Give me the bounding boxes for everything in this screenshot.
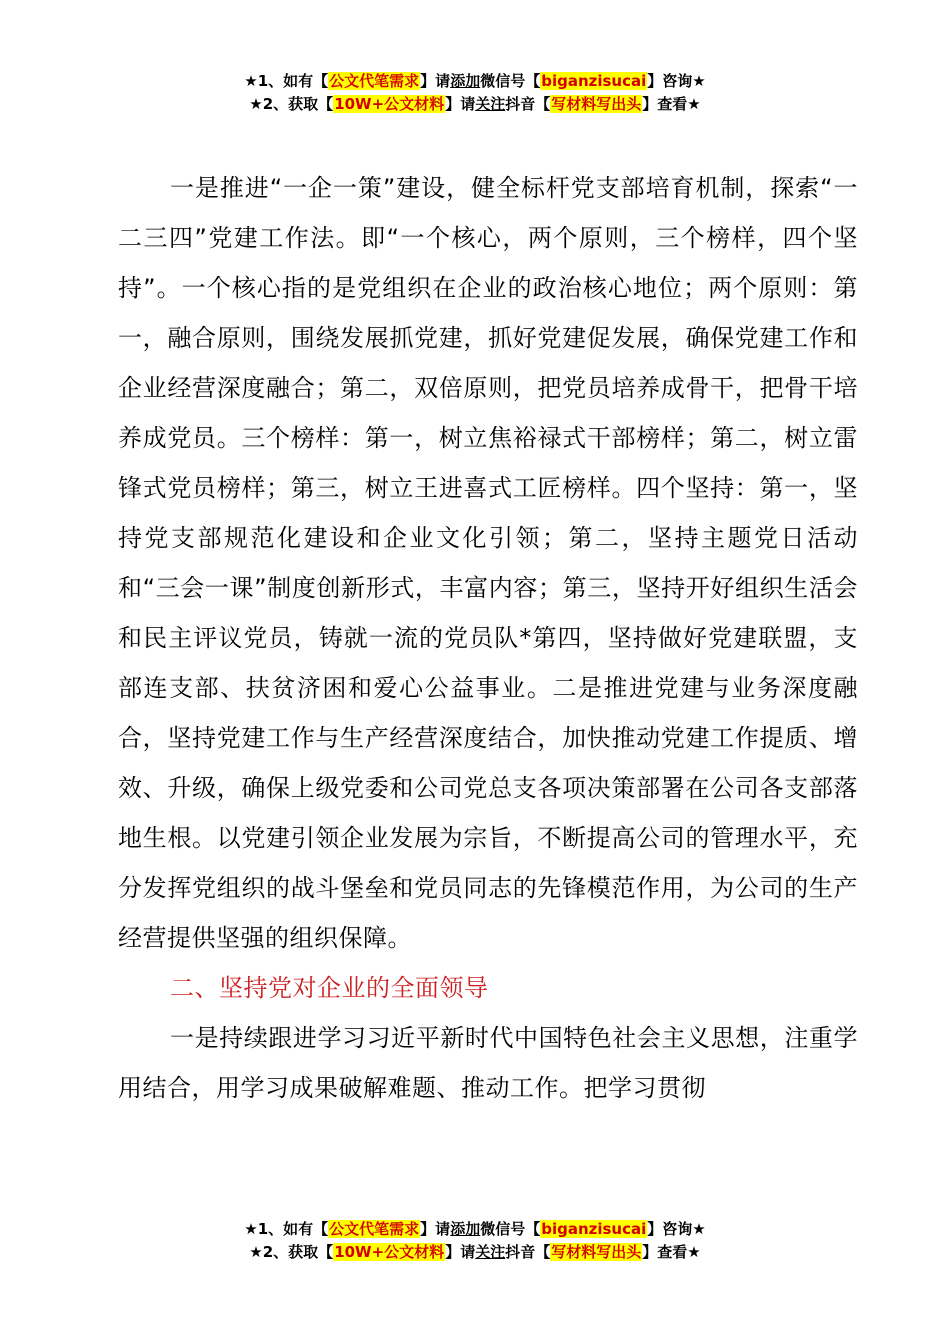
banner-text: 】咨询★ [647,72,706,90]
banner-text: 】查看★ [642,95,701,113]
banner-highlight: 写材料写出头 [551,95,642,113]
banner-text: 】请 [445,95,476,113]
header-banner [0,70,950,116]
banner-highlight: 公文代笔需求 [329,72,420,90]
footer-banner [0,1218,950,1264]
banner-highlight: biganzisucai [541,1220,647,1238]
banner-highlight: biganzisucai [541,72,647,90]
body-paragraph: 一是持续跟进学习习近平新时代中国特色社会主义思想，注重学用结合，用学习成果破解难题、推动工作。把学习贯彻 [118,1024,858,1102]
banner-line-1 [0,1218,950,1241]
banner-text: ★1、如有【 [244,72,329,90]
banner-underlined-text: 添加 [450,1220,481,1238]
banner-text: 】请 [445,1243,476,1261]
banner-highlight: 写材料写出头 [551,1243,642,1261]
banner-line-2 [0,1241,950,1264]
banner-text: 】请 [420,1220,451,1238]
banner-text: 】请 [420,72,451,90]
banner-underlined-text: 关注 [475,95,506,113]
banner-text: ★1、如有【 [244,1220,329,1238]
banner-text: 】咨询★ [647,1220,706,1238]
document-body [118,163,858,1113]
banner-underlined-text: 关注 [475,1243,506,1261]
banner-text: 微信号【 [480,72,541,90]
banner-text: ★2、获取【 [249,1243,334,1261]
banner-line-1 [0,70,950,93]
banner-highlight: 10W+公文材料 [334,1243,445,1261]
banner-highlight: 公文代笔需求 [329,1220,420,1238]
banner-text: 抖音【 [505,1243,551,1261]
banner-line-2 [0,93,950,116]
body-paragraph: 一是推进“一企一策”建设，健全标杆党支部培育机制，探索“一二三四”党建工作法。即“一个核心，两个原则，三个榜样，四个坚持”。一个核心指的是党组织在企业的政治核心地位；两个原则：第一，融合原则，围绕发展抓党建，抓好党建促发展，确保党建工作和企业经营深度融合；第二，双倍原则，把党员培养成骨干，把骨干培养成党员。三个榜样：第一，树立焦裕禄式干部榜样；第二，树立雷锋式党员榜样；第三，树立王进喜式工匠榜样。四个坚持：第一，坚持党支部规范化建设和企业文化引领；第二，坚持主题党日活动和“三会一课”制度创新形式，丰富内容；第三，坚持开好组织生活会和民主评议党员，铸就一流的党员队*第四，坚持做好党建联盟，支部连支部、扶贫济困和爱心公益事业。二是推进党建与业务深度融合，坚持党建工作与生产经营深度结合，加快推动党建工作提质、增效、升级，确保上级党委和公司党总支各项决策部署在公司各支部落地生根。以党建引领企业发展为宗旨，不断提高公司的管理水平，充分发挥党组织的战斗堡垒和党员同志的先锋模范作用，为公司的生产经营提供坚强的组织保障。 [118,174,858,952]
banner-text: ★2、获取【 [249,95,334,113]
section-heading: 二、坚持党对企业的全面领导 [170,974,489,1002]
banner-text: 微信号【 [480,1220,541,1238]
banner-underlined-text: 添加 [450,72,481,90]
banner-text: 抖音【 [505,95,551,113]
banner-highlight: 10W+公文材料 [334,95,445,113]
banner-text: 】查看★ [642,1243,701,1261]
